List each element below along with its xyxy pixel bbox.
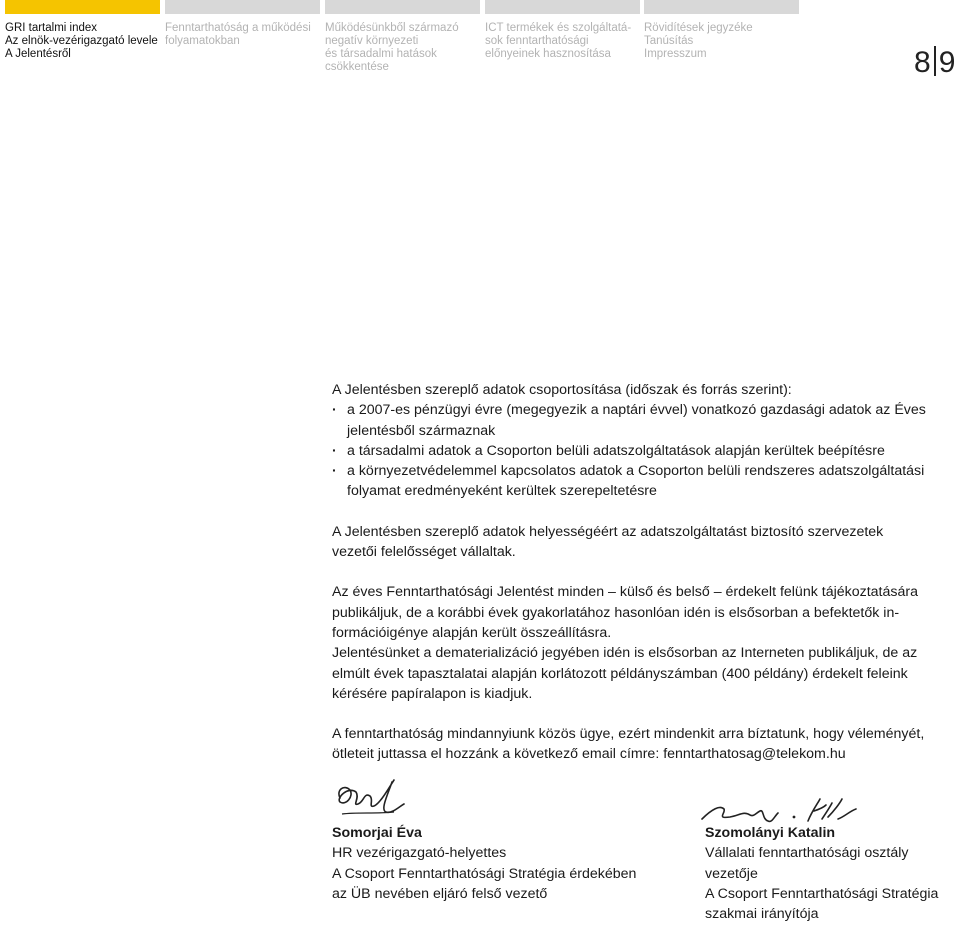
signatory-title: szakmai irányítója [705,906,819,923]
signatory-title: A Csoport Fenntarthatósági Stratégia érdekében [332,865,637,882]
nav-item-ict[interactable]: ICT termékek és szolgáltatá- [485,22,632,34]
responsibility-paragraph: A Jelentésben szereplő adatok helyességéért az adatszolgáltatást biztosító szervezetek vezetői felelősséget vállaltak. [332,523,884,561]
publication-paragraph: Az éves Fenntarthatósági Jelentést minden – külső és belső – érdekelt felünk tájékoztatására publikáljuk, de a korábbi évek gyakorlatához hasonlóan idén is elsősorban a befektetők in- formációigénye alapján került összeállításra. [332,584,918,641]
data-sources-intro: A Jelentésben szereplő adatok csoportosítása (időszak és forrás szerint): [332,382,792,398]
data-sources-list [332,400,932,501]
nav-item-gri-index[interactable]: GRI tartalmi index [5,22,98,34]
signatory-title: HR vezérigazgató-helyettes [332,845,507,862]
nav-item-imprint[interactable]: Impresszum [644,48,707,60]
nav-inactive-bar [325,0,480,14]
list-item: · a környezetvédelemmel kapcsolatos adatok a Csoporton belüli rendszeres adatszolgáltatási folyamat eredményeként kerültek szerepeltetésre [332,461,932,502]
signatory-somorjai [332,823,662,904]
nav-section-ict [485,0,640,61]
page-divider [934,46,936,76]
feedback-paragraph: A fenntarthatóság mindannyiunk közös ügye, ezért mindenkit arra bíztatunk, hogy véleményét, ötleteit juttassa el hozzánk a következő email címre: fenntarthatosag@telekom.hu [332,726,925,763]
nav-active-bar [5,0,160,14]
nav-item-impacts-4[interactable]: csökkentése [325,61,389,73]
signatory-title: Vállalati fenntarthatósági osztály [705,845,909,862]
signatory-title: A Csoport Fenntarthatósági Stratégia [705,885,939,902]
nav-section-gri [5,0,160,61]
nav-item-ict-3[interactable]: előnyeinek hasznosítása [485,48,611,60]
main-content [332,380,932,765]
dematerialization-paragraph: Jelentésünket a dematerializáció jegyében idén is elsősorban az Interneten publikáljuk, de az elmúlt évek tapasztalatai alapján korlátozott példányszámban (400 példány) érdekelt feleink kérésére papíralapon is kiadjuk. [332,645,918,702]
signature-somorjai [334,776,408,822]
nav-item-operations[interactable]: Fenntarthatóság a működési [165,22,311,34]
page-number-left: 8 [914,46,931,79]
nav-item-operations-cont[interactable]: folyamatokban [165,35,240,47]
signatory-title: vezetője [705,865,758,882]
nav-section-impacts [325,0,480,74]
page-number-right: 9 [938,46,956,79]
signatory-name: Szomolányi Katalin [705,825,836,841]
nav-item-impacts[interactable]: Működésünkből származó [325,22,459,34]
page-numbers [914,46,955,79]
signatory-name: Somorjai Éva [332,825,422,841]
nav-item-ict-2[interactable]: sok fenntarthatósági [485,35,589,47]
nav-inactive-bar [165,0,320,14]
signatory-szomolanyi [705,823,955,924]
nav-inactive-bar [485,0,640,14]
list-item: · a társadalmi adatok a Csoporton belüli adatszolgáltatások alapján kerültek beépítésre [332,441,932,461]
signatory-title: az ÜB nevében eljáró felső vezető [332,885,548,902]
nav-item-impacts-3[interactable]: és társadalmi hatások [325,48,437,60]
nav-item-certification[interactable]: Tanúsítás [644,35,694,47]
nav-item-abbreviations[interactable]: Rövidítések jegyzéke [644,22,753,34]
nav-item-ceo-letter[interactable]: Az elnök-vezérigazgató levele [5,35,158,47]
nav-item-impacts-2[interactable]: negatív környezeti [325,35,419,47]
nav-section-appendix [644,0,799,61]
nav-item-about-report[interactable]: A Jelentésről [5,48,71,60]
top-navigation [0,0,960,90]
list-item: · a 2007-es pénzügyi évre (megegyezik a naptári évvel) vonatkozó gazdasági adatok az Éves jelentésből származnak [332,400,932,441]
nav-section-operations [165,0,320,48]
nav-inactive-bar [644,0,799,14]
